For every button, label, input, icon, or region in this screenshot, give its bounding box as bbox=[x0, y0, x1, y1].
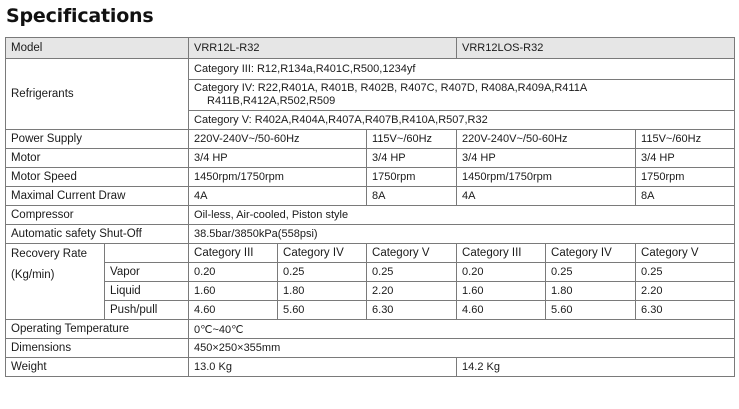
recovery-value: 0.25 bbox=[636, 263, 735, 282]
recovery-category-header: Category IV bbox=[546, 244, 636, 263]
power-supply-label: Power Supply bbox=[6, 130, 189, 149]
operating-temp-value: 0℃~40℃ bbox=[189, 320, 735, 339]
motor-speed-value: 1750rpm bbox=[367, 168, 457, 187]
recovery-blank-cell bbox=[105, 244, 189, 263]
shutoff-row bbox=[6, 225, 735, 244]
recovery-row-name: Vapor bbox=[105, 263, 189, 282]
compressor-row bbox=[6, 206, 735, 225]
refrigerants-label: Refrigerants bbox=[6, 59, 189, 130]
recovery-category-header: Category III bbox=[457, 244, 546, 263]
dimensions-label: Dimensions bbox=[6, 339, 189, 358]
model-a: VRR12L-R32 bbox=[189, 38, 457, 59]
motor-label: Motor bbox=[6, 149, 189, 168]
motor-speed-value: 1750rpm bbox=[636, 168, 735, 187]
dimensions-value: 450×250×355mm bbox=[189, 339, 735, 358]
model-label: Model bbox=[6, 38, 189, 59]
motor-value: 3/4 HP bbox=[636, 149, 735, 168]
compressor-label: Compressor bbox=[6, 206, 189, 225]
power-supply-value: 220V-240V~/50-60Hz bbox=[189, 130, 367, 149]
operating-temp-row bbox=[6, 320, 735, 339]
power-supply-row bbox=[6, 130, 735, 149]
page-title: Specifications bbox=[6, 5, 154, 27]
recovery-header-row bbox=[6, 244, 735, 263]
max-current-label: Maximal Current Draw bbox=[6, 187, 189, 206]
recovery-value: 0.25 bbox=[546, 263, 636, 282]
recovery-rate-label-line1: Recovery Rate bbox=[11, 248, 88, 260]
recovery-category-header: Category III bbox=[189, 244, 278, 263]
recovery-value: 1.60 bbox=[189, 282, 278, 301]
recovery-value: 4.60 bbox=[457, 301, 546, 320]
recovery-value: 1.80 bbox=[278, 282, 367, 301]
power-supply-value: 115V~/60Hz bbox=[636, 130, 735, 149]
motor-speed-label: Motor Speed bbox=[6, 168, 189, 187]
shutoff-value: 38.5bar/3850kPa(558psi) bbox=[189, 225, 735, 244]
motor-speed-row bbox=[6, 168, 735, 187]
max-current-value: 4A bbox=[189, 187, 367, 206]
recovery-value: 0.25 bbox=[278, 263, 367, 282]
recovery-vapor-row bbox=[6, 263, 735, 282]
power-supply-value: 115V~/60Hz bbox=[367, 130, 457, 149]
max-current-value: 8A bbox=[636, 187, 735, 206]
operating-temp-label: Operating Temperature bbox=[6, 320, 189, 339]
motor-value: 3/4 HP bbox=[457, 149, 636, 168]
motor-speed-value: 1450rpm/1750rpm bbox=[457, 168, 636, 187]
recovery-value: 6.30 bbox=[367, 301, 457, 320]
motor-speed-value: 1450rpm/1750rpm bbox=[189, 168, 367, 187]
shutoff-label: Automatic safety Shut-Off bbox=[6, 225, 189, 244]
recovery-rate-label bbox=[6, 244, 105, 320]
weight-row bbox=[6, 358, 735, 377]
compressor-value: Oil-less, Air-cooled, Piston style bbox=[189, 206, 735, 225]
recovery-value: 0.25 bbox=[367, 263, 457, 282]
recovery-value: 2.20 bbox=[636, 282, 735, 301]
recovery-value: 4.60 bbox=[189, 301, 278, 320]
max-current-value: 4A bbox=[457, 187, 636, 206]
refrigerants-cat4-line1: Category IV: R22,R401A, R401B, R402B, R407C, R407D, R408A,R409A,R411A bbox=[194, 82, 588, 94]
recovery-value: 1.80 bbox=[546, 282, 636, 301]
motor-row bbox=[6, 149, 735, 168]
recovery-value: 0.20 bbox=[189, 263, 278, 282]
refrigerants-cat3: Category III: R12,R134a,R401C,R500,1234yf bbox=[189, 59, 735, 80]
weight-b: 14.2 Kg bbox=[457, 358, 735, 377]
specifications-table bbox=[5, 37, 735, 377]
dimensions-row bbox=[6, 339, 735, 358]
refrigerants-row bbox=[6, 59, 735, 80]
refrigerants-cat4 bbox=[189, 80, 735, 111]
model-row bbox=[6, 38, 735, 59]
recovery-category-header: Category V bbox=[367, 244, 457, 263]
recovery-category-header: Category IV bbox=[278, 244, 367, 263]
max-current-row bbox=[6, 187, 735, 206]
refrigerants-cat5: Category V: R402A,R404A,R407A,R407B,R410A,R507,R32 bbox=[189, 111, 735, 130]
max-current-value: 8A bbox=[367, 187, 457, 206]
power-supply-value: 220V-240V~/50-60Hz bbox=[457, 130, 636, 149]
recovery-value: 5.60 bbox=[278, 301, 367, 320]
recovery-pushpull-row bbox=[6, 301, 735, 320]
motor-value: 3/4 HP bbox=[367, 149, 457, 168]
recovery-value: 2.20 bbox=[367, 282, 457, 301]
recovery-row-name: Push/pull bbox=[105, 301, 189, 320]
recovery-value: 6.30 bbox=[636, 301, 735, 320]
recovery-value: 1.60 bbox=[457, 282, 546, 301]
weight-a: 13.0 Kg bbox=[189, 358, 457, 377]
recovery-row-name: Liquid bbox=[105, 282, 189, 301]
recovery-category-header: Category V bbox=[636, 244, 735, 263]
recovery-liquid-row bbox=[6, 282, 735, 301]
motor-value: 3/4 HP bbox=[189, 149, 367, 168]
recovery-value: 0.20 bbox=[457, 263, 546, 282]
recovery-value: 5.60 bbox=[546, 301, 636, 320]
weight-label: Weight bbox=[6, 358, 189, 377]
refrigerants-cat4-line2: R411B,R412A,R502,R509 bbox=[207, 95, 336, 107]
model-b: VRR12LOS-R32 bbox=[457, 38, 735, 59]
recovery-rate-label-line2: (Kg/min) bbox=[11, 269, 55, 281]
